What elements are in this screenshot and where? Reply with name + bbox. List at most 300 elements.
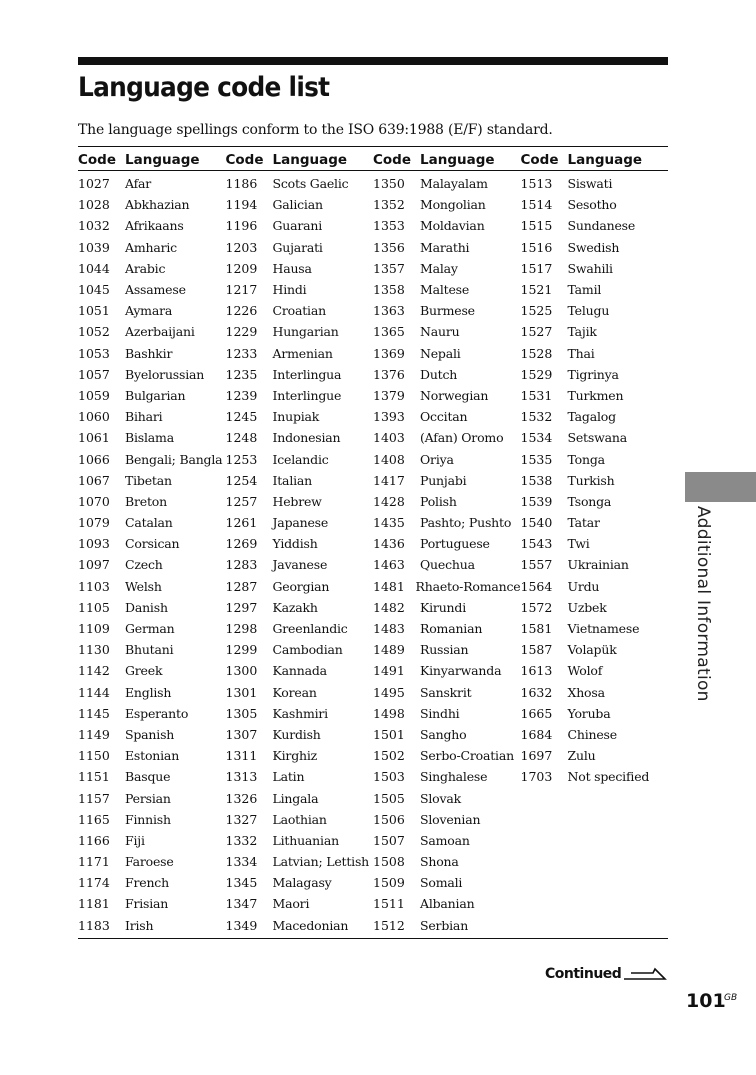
language-code: 1327 — [225, 811, 258, 827]
language-code: 1483 — [373, 621, 405, 637]
language-code: 1516 — [520, 239, 553, 255]
language-code: 1045 — [78, 282, 110, 298]
language-name: Tamil — [567, 282, 602, 298]
table-row — [373, 745, 521, 766]
language-code: 1528 — [520, 345, 553, 361]
table-row — [78, 872, 226, 893]
table-row — [521, 300, 669, 321]
language-name: Slovenian — [420, 811, 481, 827]
language-name: Finnish — [125, 811, 171, 827]
language-code: 1489 — [373, 642, 405, 658]
section-tab-marker — [685, 472, 756, 502]
language-name: Siswati — [567, 176, 613, 192]
language-code: 1300 — [225, 663, 258, 679]
language-name: Afrikaans — [125, 218, 184, 234]
language-code: 1531 — [520, 387, 553, 403]
language-code: 1217 — [225, 282, 258, 298]
table-column — [373, 173, 521, 936]
table-row — [521, 660, 669, 681]
language-name: Swedish — [567, 239, 620, 255]
language-code: 1525 — [520, 303, 553, 319]
language-code: 1313 — [225, 769, 258, 785]
table-row — [521, 448, 669, 469]
language-code: 1513 — [520, 176, 553, 192]
table-row — [78, 660, 226, 681]
table-row — [78, 194, 226, 215]
language-name: Interlingua — [272, 366, 342, 382]
table-row — [373, 385, 521, 406]
table-row — [78, 448, 226, 469]
language-name: Sundanese — [567, 218, 636, 234]
language-name: Moldavian — [420, 218, 485, 234]
language-code: 1166 — [78, 832, 110, 848]
table-row — [373, 703, 521, 724]
language-code: 1564 — [520, 578, 553, 594]
table-row — [373, 787, 521, 808]
language-code: 1509 — [373, 875, 405, 891]
language-name: Indonesian — [272, 430, 341, 446]
language-code: 1183 — [78, 917, 110, 933]
language-code: 1495 — [373, 684, 405, 700]
language-code: 1186 — [225, 176, 258, 192]
table-row — [226, 809, 374, 830]
language-name: Slovak — [420, 790, 461, 806]
language-name: Kurdish — [272, 726, 321, 742]
language-code: 1059 — [78, 387, 110, 403]
language-code: 1269 — [225, 536, 258, 552]
language-code: 1070 — [78, 493, 110, 509]
language-code: 1226 — [225, 303, 258, 319]
table-row — [226, 533, 374, 554]
language-code: 1356 — [373, 239, 405, 255]
language-code: 1307 — [225, 726, 258, 742]
language-name: Twi — [567, 536, 590, 552]
table-row — [226, 300, 374, 321]
language-name: Turkish — [567, 472, 615, 488]
language-name: Basque — [125, 769, 171, 785]
language-code: 1097 — [78, 557, 110, 573]
language-name: Greek — [125, 663, 163, 679]
table-row — [373, 851, 521, 872]
language-code: 1352 — [373, 197, 405, 213]
language-name: English — [125, 684, 172, 700]
table-row — [226, 766, 374, 787]
table-row — [373, 618, 521, 639]
language-name: Yiddish — [272, 536, 318, 552]
table-row — [78, 639, 226, 660]
language-name: Volapük — [567, 642, 617, 658]
language-code: 1334 — [225, 854, 258, 870]
language-code: 1066 — [78, 451, 110, 467]
language-name: Abkhazian — [125, 197, 190, 213]
table-row — [373, 830, 521, 851]
table-row — [226, 491, 374, 512]
table-row — [78, 279, 226, 300]
language-name: Dutch — [420, 366, 458, 382]
page-title: Language code list — [78, 72, 330, 103]
table-row — [226, 872, 374, 893]
language-name: Spanish — [125, 726, 175, 742]
table-row — [521, 703, 669, 724]
table-row — [78, 343, 226, 364]
table-row — [226, 237, 374, 258]
table-row — [78, 533, 226, 554]
language-code: 1196 — [225, 218, 258, 234]
language-code: 1350 — [373, 176, 405, 192]
page-number: 101 — [686, 990, 726, 1012]
language-name: Chinese — [567, 726, 617, 742]
language-name: Cambodian — [272, 642, 343, 658]
language-name: Sesotho — [567, 197, 617, 213]
language-name: Nepali — [420, 345, 461, 361]
language-code: 1057 — [78, 366, 110, 382]
language-code: 1209 — [225, 260, 258, 276]
language-name: Korean — [272, 684, 317, 700]
language-name: Latin — [272, 769, 305, 785]
table-row — [226, 406, 374, 427]
language-code: 1298 — [225, 621, 258, 637]
table-row — [373, 215, 521, 236]
language-name: Arabic — [125, 260, 166, 276]
table-row — [521, 237, 669, 258]
table-row — [78, 682, 226, 703]
table-row — [78, 470, 226, 491]
language-code: 1157 — [78, 790, 110, 806]
language-name: Georgian — [272, 578, 330, 594]
language-code: 1482 — [373, 599, 405, 615]
table-row — [373, 194, 521, 215]
language-name: Hindi — [272, 282, 307, 298]
language-name: (Afan) Oromo — [420, 430, 504, 446]
language-name: Bhutani — [125, 642, 174, 658]
language-name: Czech — [125, 557, 163, 573]
language-name: Maltese — [420, 282, 470, 298]
language-code: 1665 — [520, 705, 553, 721]
language-code: 1060 — [78, 409, 110, 425]
table-row — [521, 385, 669, 406]
language-name: Bislama — [125, 430, 174, 446]
language-code: 1540 — [520, 515, 553, 531]
language-code: 1697 — [520, 748, 553, 764]
table-row — [226, 364, 374, 385]
table-row — [521, 491, 669, 512]
table-row — [78, 915, 226, 936]
language-code: 1393 — [373, 409, 405, 425]
table-row — [373, 809, 521, 830]
language-code: 1529 — [520, 366, 553, 382]
language-name: Danish — [125, 599, 168, 615]
table-row — [78, 385, 226, 406]
language-name: Sanskrit — [420, 684, 472, 700]
language-name: Japanese — [272, 515, 329, 531]
table-column — [78, 173, 226, 936]
table-row — [78, 258, 226, 279]
language-code: 1501 — [373, 726, 405, 742]
language-name: Marathi — [420, 239, 470, 255]
table-row — [78, 215, 226, 236]
table-row — [373, 448, 521, 469]
language-code: 1491 — [373, 663, 405, 679]
language-code: 1632 — [520, 684, 553, 700]
language-name: Interlingue — [272, 387, 342, 403]
language-name: Maori — [272, 896, 310, 912]
table-row — [78, 173, 226, 194]
language-code: 1543 — [520, 536, 553, 552]
language-name: Byelorussian — [125, 366, 205, 382]
table-row — [226, 258, 374, 279]
language-code: 1417 — [373, 472, 405, 488]
language-name: Aymara — [125, 303, 173, 319]
table-row — [521, 321, 669, 342]
page-region-suffix: GB — [724, 993, 738, 1003]
table-row — [521, 406, 669, 427]
language-code: 1044 — [78, 260, 110, 276]
table-row — [373, 682, 521, 703]
language-name: Kazakh — [272, 599, 318, 615]
header-code: Code — [78, 152, 117, 168]
language-name: Pashto; Pushto — [420, 515, 512, 531]
table-column — [226, 173, 374, 936]
table-row — [521, 427, 669, 448]
table-row — [521, 724, 669, 745]
language-name: Frisian — [125, 896, 169, 912]
table-row — [226, 597, 374, 618]
language-code: 1061 — [78, 430, 110, 446]
language-name: Croatian — [272, 303, 326, 319]
table-row — [373, 512, 521, 533]
language-code: 1235 — [225, 366, 258, 382]
table-row — [226, 173, 374, 194]
language-code: 1521 — [520, 282, 553, 298]
language-code: 1297 — [225, 599, 258, 615]
table-row — [226, 385, 374, 406]
language-name: Galician — [272, 197, 323, 213]
section-tab-label: Additional Information — [693, 506, 713, 702]
language-code: 1067 — [78, 472, 110, 488]
language-code: 1498 — [373, 705, 405, 721]
header-code: Code — [373, 152, 412, 168]
language-code: 1534 — [520, 430, 553, 446]
language-code: 1150 — [78, 748, 110, 764]
table-row — [373, 576, 521, 597]
language-name: Kannada — [272, 663, 327, 679]
table-row — [226, 830, 374, 851]
table-row — [226, 576, 374, 597]
table-row — [78, 427, 226, 448]
language-name: Kirundi — [420, 599, 467, 615]
language-code: 1613 — [520, 663, 553, 679]
table-row — [373, 173, 521, 194]
language-name: Telugu — [567, 303, 610, 319]
language-code: 1514 — [520, 197, 553, 213]
language-code: 1151 — [78, 769, 110, 785]
language-code: 1149 — [78, 726, 110, 742]
language-name: Greenlandic — [272, 621, 348, 637]
header-language: Language — [420, 152, 495, 168]
table-row — [521, 343, 669, 364]
language-name: Yoruba — [567, 705, 611, 721]
language-code: 1435 — [373, 515, 405, 531]
table-row — [373, 660, 521, 681]
language-name: Estonian — [125, 748, 180, 764]
language-name: Kashmiri — [272, 705, 328, 721]
language-name: Tibetan — [125, 472, 172, 488]
language-name: Sindhi — [420, 705, 460, 721]
table-row — [226, 343, 374, 364]
header-language: Language — [272, 152, 348, 168]
language-name: Assamese — [125, 282, 186, 298]
language-code: 1507 — [373, 832, 405, 848]
table-row — [226, 639, 374, 660]
header-group — [521, 152, 669, 168]
language-code: 1365 — [373, 324, 405, 340]
language-name: Catalan — [125, 515, 173, 531]
language-code: 1703 — [520, 769, 553, 785]
language-name: Bulgarian — [125, 387, 186, 403]
language-name: Quechua — [420, 557, 475, 573]
language-code: 1299 — [225, 642, 258, 658]
table-row — [226, 321, 374, 342]
table-row — [78, 300, 226, 321]
table-row — [521, 766, 669, 787]
table-row — [373, 321, 521, 342]
language-code: 1369 — [373, 345, 405, 361]
table-row — [78, 597, 226, 618]
language-code: 1261 — [225, 515, 258, 531]
language-code: 1248 — [225, 430, 258, 446]
language-name: Serbo-Croatian — [420, 748, 514, 764]
language-code: 1254 — [225, 472, 258, 488]
language-code: 1301 — [225, 684, 258, 700]
language-name: Faroese — [125, 854, 174, 870]
table-row — [78, 406, 226, 427]
language-name: Bengali; Bangla — [125, 451, 223, 467]
language-name: Oriya — [420, 451, 454, 467]
language-name: Azerbaijani — [125, 324, 195, 340]
language-name: Malayalam — [420, 176, 488, 192]
language-name: Albanian — [420, 896, 475, 912]
table-row — [373, 300, 521, 321]
language-code: 1358 — [373, 282, 405, 298]
title-rule — [78, 57, 668, 65]
table-row — [373, 915, 521, 936]
language-name: Burmese — [420, 303, 475, 319]
continued-arrow-icon — [623, 966, 669, 982]
intro-text: The language spellings conform to the ISO 639:1988 (E/F) standard. — [78, 122, 553, 138]
language-name: Kinyarwanda — [420, 663, 502, 679]
language-code: 1053 — [78, 345, 110, 361]
language-code: 1257 — [225, 493, 258, 509]
table-row — [373, 470, 521, 491]
table-row — [226, 787, 374, 808]
table-row — [373, 258, 521, 279]
language-name: Rhaeto-Romance — [415, 578, 521, 594]
language-name: Vietnamese — [567, 621, 640, 637]
language-code: 1347 — [225, 896, 258, 912]
language-code: 1503 — [373, 769, 405, 785]
table-row — [521, 215, 669, 236]
language-code: 1245 — [225, 409, 258, 425]
table-row — [521, 639, 669, 660]
table-row — [78, 809, 226, 830]
language-code: 1079 — [78, 515, 110, 531]
language-code: 1052 — [78, 324, 110, 340]
table-header-row — [78, 147, 668, 171]
language-code: 1239 — [225, 387, 258, 403]
table-row — [226, 512, 374, 533]
table-row — [226, 915, 374, 936]
table-row — [78, 618, 226, 639]
language-name: Polish — [420, 493, 457, 509]
language-name: Guarani — [272, 218, 323, 234]
table-row — [78, 893, 226, 914]
language-code: 1357 — [373, 260, 405, 276]
table-row — [521, 745, 669, 766]
table-row — [78, 512, 226, 533]
language-name: Macedonian — [272, 917, 349, 933]
language-code: 1039 — [78, 239, 110, 255]
language-name: Lithuanian — [272, 832, 339, 848]
language-name: Laothian — [272, 811, 327, 827]
language-code: 1174 — [78, 875, 110, 891]
language-code: 1506 — [373, 811, 405, 827]
language-code: 1517 — [520, 260, 553, 276]
table-row — [226, 703, 374, 724]
table-row — [78, 703, 226, 724]
table-row — [373, 406, 521, 427]
language-code: 1305 — [225, 705, 258, 721]
language-name: Persian — [125, 790, 171, 806]
language-name: Bihari — [125, 409, 163, 425]
language-code: 1287 — [225, 578, 258, 594]
table-row — [78, 724, 226, 745]
language-code: 1539 — [520, 493, 553, 509]
table-row — [78, 766, 226, 787]
language-name: Mongolian — [420, 197, 486, 213]
table-row — [521, 194, 669, 215]
language-code: 1512 — [373, 917, 405, 933]
table-row — [521, 364, 669, 385]
table-row — [226, 851, 374, 872]
language-name: Sangho — [420, 726, 467, 742]
table-row — [521, 576, 669, 597]
table-row — [373, 343, 521, 364]
language-name: Tajik — [567, 324, 597, 340]
language-name: Icelandic — [272, 451, 329, 467]
language-code: 1345 — [225, 875, 258, 891]
table-row — [521, 279, 669, 300]
language-name: Welsh — [125, 578, 162, 594]
language-code: 1194 — [225, 197, 258, 213]
language-name: Setswana — [567, 430, 627, 446]
language-name: Norwegian — [420, 387, 489, 403]
language-code: 1572 — [520, 599, 553, 615]
language-name: Swahili — [567, 260, 613, 276]
language-name: Tonga — [567, 451, 605, 467]
language-code: 1515 — [520, 218, 553, 234]
table-row — [226, 682, 374, 703]
language-code: 1093 — [78, 536, 110, 552]
language-name: Latvian; Lettish — [272, 854, 370, 870]
table-row — [521, 173, 669, 194]
table-row — [226, 279, 374, 300]
language-name: Scots Gaelic — [272, 176, 349, 192]
table-row — [373, 533, 521, 554]
language-code: 1332 — [225, 832, 258, 848]
language-code: 1103 — [78, 578, 110, 594]
language-code: 1203 — [225, 239, 258, 255]
table-row — [521, 533, 669, 554]
